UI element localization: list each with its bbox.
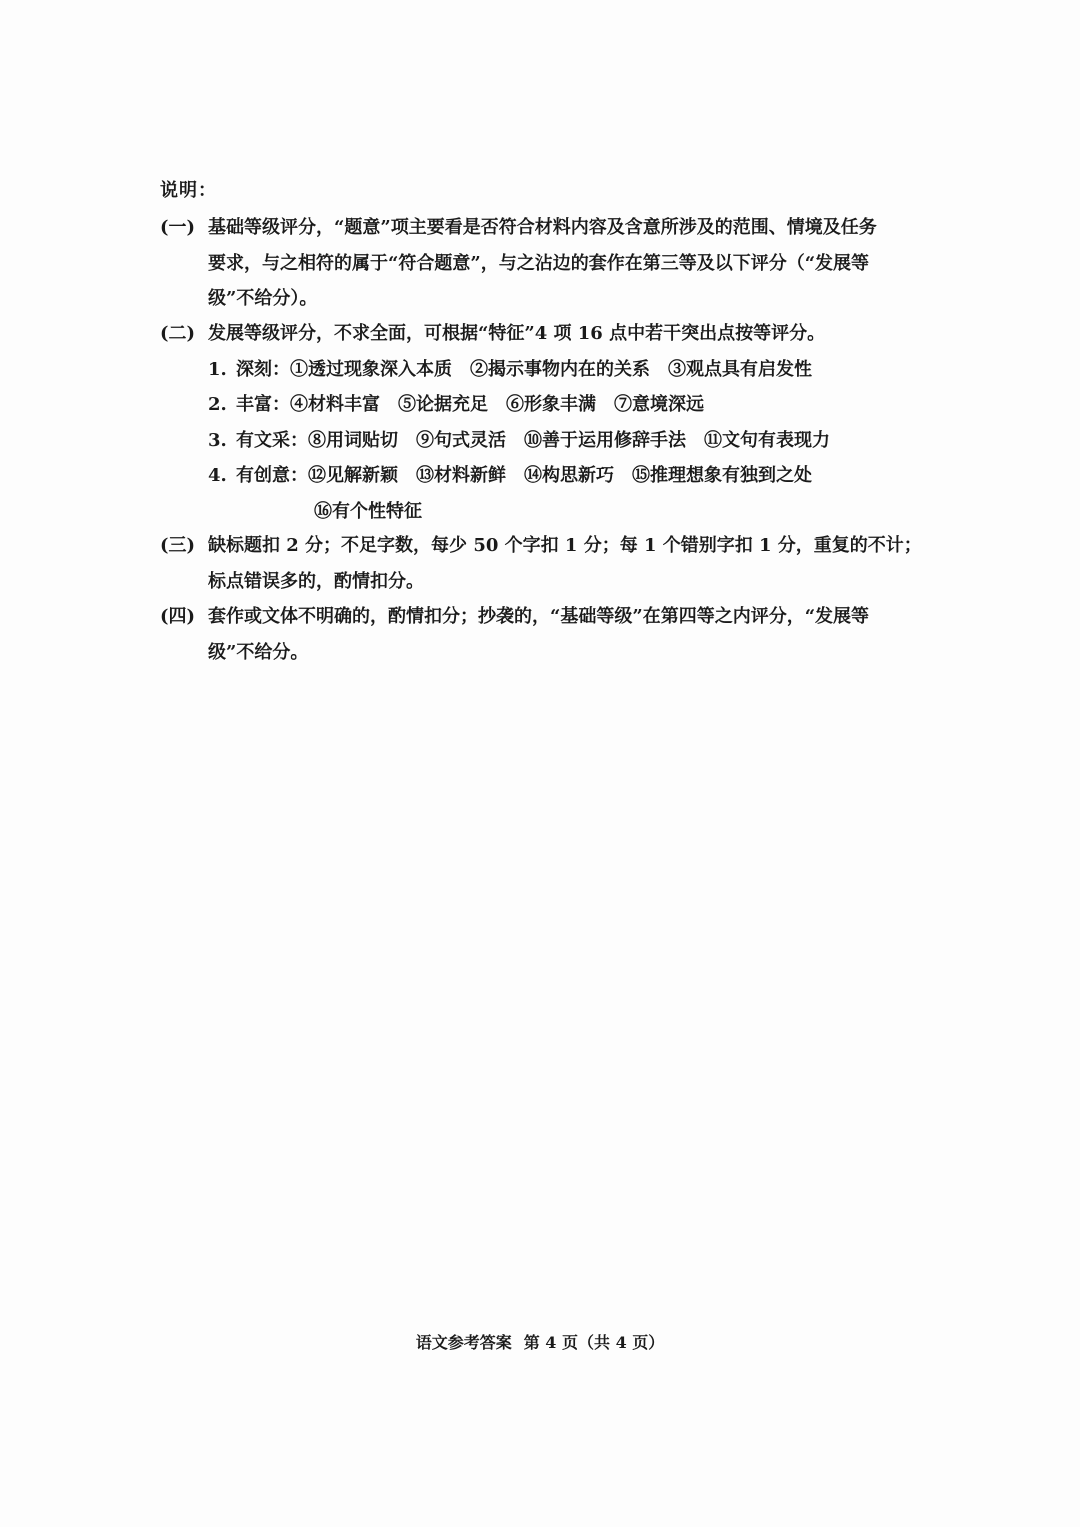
criterion-item: [160, 352, 930, 388]
item-label: 有创意：: [236, 465, 308, 486]
criterion-point: ①透过现象深入本质: [290, 358, 452, 380]
criterion-point: ⑤论据充足: [398, 394, 488, 415]
criterion-point: ⑪文句有表现力: [704, 429, 830, 451]
page-number: 第 4 页（共 4 页）: [523, 1333, 665, 1352]
section-text: 级”不给分）。: [208, 288, 318, 309]
section-marker: (四): [160, 606, 196, 627]
criterion-point: ⑦意境深远: [614, 394, 704, 415]
criterion-point: ③观点具有启发性: [668, 358, 812, 380]
notes-heading: 说明：: [160, 180, 217, 201]
footer-title: 语文参考答案: [415, 1333, 512, 1352]
criterion-item: [160, 458, 930, 494]
item-number: 3.: [208, 429, 227, 451]
criterion-point: ⑩善于运用修辞手法: [524, 429, 686, 451]
item-label: 有文采：: [236, 429, 308, 451]
note-section-4: [160, 599, 930, 670]
section-text: 标点错误多的，酌情扣分。: [208, 570, 424, 592]
criterion-point: ④材料丰富: [290, 394, 380, 415]
criterion-point: ⑭构思新巧: [524, 465, 614, 486]
criterion-point: ⑯有个性特征: [314, 500, 422, 522]
page-footer: [0, 1330, 1080, 1353]
section-text: 要求，与之相符的属于“符合题意”，与之沾边的套作在第三等及以下评分（“发展等: [208, 252, 870, 274]
section-text: 套作或文体不明确的，酌情扣分；抄袭的，“基础等级”在第四等之内评分，“发展等: [208, 606, 870, 627]
item-number: 2.: [208, 394, 227, 415]
note-section-1: [160, 210, 930, 317]
item-label: 深刻：: [236, 358, 290, 380]
section-text: 缺标题扣 2 分；不足字数，每少 50 个字扣 1 分；每 1 个错别字扣 1 分，重复的不计；: [208, 535, 922, 556]
criterion-item: [160, 387, 930, 423]
section-marker: (一): [160, 217, 196, 238]
section-text: 发展等级评分，不求全面，可根据“特征”4 项 16 点中若干突出点按等评分。: [208, 323, 826, 344]
criterion-point: ⑥形象丰满: [506, 394, 596, 415]
criterion-point: ⑮推理想象有独到之处: [632, 465, 812, 486]
section-text: 级”不给分。: [208, 641, 309, 663]
criterion-point: ②揭示事物内在的关系: [470, 358, 650, 380]
section-marker: (三): [160, 535, 196, 556]
criterion-point: ⑨句式灵活: [416, 429, 506, 451]
item-label: 丰富：: [236, 394, 290, 415]
section-text: 基础等级评分，“题意”项主要看是否符合材料内容及含意所涉及的范围、情境及任务: [208, 217, 877, 238]
section-marker: (二): [160, 323, 196, 344]
note-section-2: [160, 316, 930, 529]
criterion-point: ⑫见解新颖: [308, 465, 398, 486]
item-number: 4.: [208, 465, 227, 486]
criterion-point: ⑬材料新鲜: [416, 465, 506, 486]
criterion-item: [160, 423, 930, 459]
criterion-point: ⑧用词贴切: [308, 429, 398, 451]
item-number: 1.: [208, 358, 227, 380]
note-section-3: [160, 528, 930, 599]
